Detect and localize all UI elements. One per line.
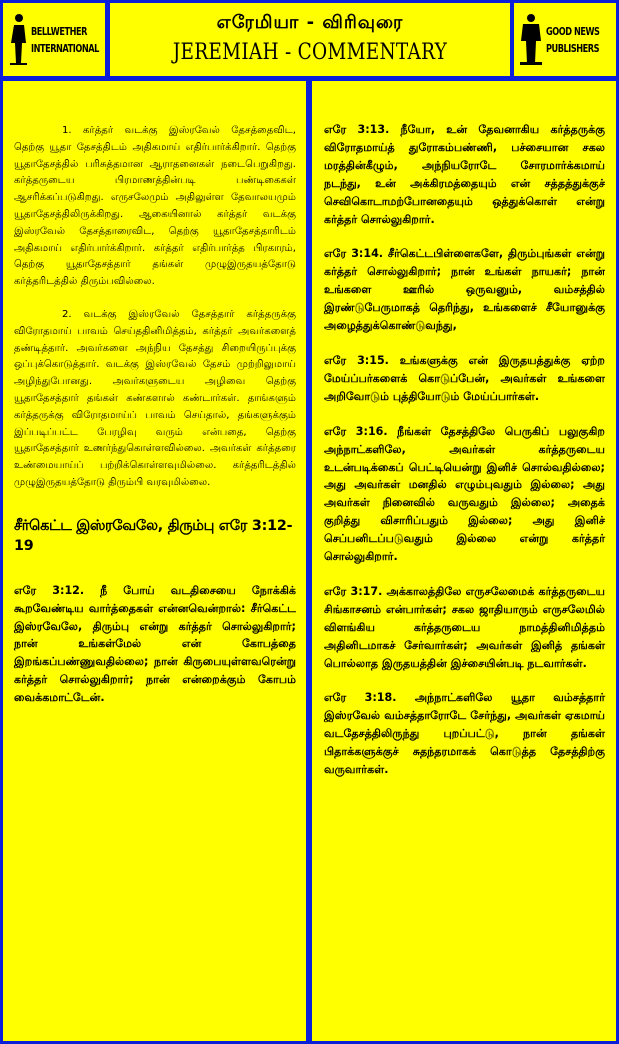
bellwether-figure-icon bbox=[8, 13, 28, 65]
verse-3-14: எரே 3:14. சீர்கெட்டபிள்ளைகளே, திரும்புங்கள் என்று கர்த்தர் சொல்லுகிறார்; நான் உங்கள் நாயகர்; நான் உங்களை ஊரில் ஒருவனும், வம்சத்தில் இரண்டுபேருமாகத் தெரிந்து, உங்களைச் சீயோனுக்கு அழைத்துக்கொண்டுவந்து, bbox=[324, 247, 605, 333]
verse-3-18: எரே 3:18. அந்நாட்களிலே யூதா வம்சத்தார் இஸ்ரவேல் வம்சத்தாரோடே சேர்ந்து, அவர்கள் ஏகமாய் வடதேசத்திலிருந்து புறப்பட்டு, நான் தங்கள் பிதாக்களுக்குச் சுதந்தரமாகக் கொடுத்த தேசத்திற்கு வருவார்கள். bbox=[324, 691, 605, 777]
commentary-paragraph-2: 2. வடக்கு இஸ்ரவேல் தேசத்தார் கர்த்தருக்கு விரோதமாய் பாவம் செய்ததினிமித்தம், கர்த்தர் அவர்களைத் தண்டித்தார். அவர்களை அந்நிய தேசத்து சிறையிருப்புக்கு ஒப்புக்கொடுத்தார். வடக்கு இஸ்ரவேல் தேசம் முற்றிலுமாய் அழிந்துபோனது. அவர்களுடைய அழிவை தெற்கு யூதாதேசத்தார் தங்கள் கண்களால் கண்டார்கள். தாங்களும் கர்த்தருக்கு விரோதமாய்ப் பாவம் செய்தால், தங்களுக்கும் இப்படிப்பட்ட பேரழிவு வரும் என்பதை, தெற்கு யூதாதேசத்தார் உணர்ந்துகொள்ளவில்லை. அவர்கள் கர்த்தரை உண்மையாய்ப் பற்றிக்கொள்ளவுமில்லை. கர்த்தரிடத்தில் முழுஇருதயத்தோடு திரும்பி வரவுமில்லை. bbox=[14, 308, 296, 488]
verse-3-16: எரே 3:16. நீங்கள் தேசத்திலே பெருகிப் பலுகுகிற அந்நாட்களிலே, அவர்கள் கர்த்தருடைய உடன்படிக்கைப் பெட்டியென்று இனிச் சொல்வதில்லை; அது அவர்கள் மனதில் எழும்புவதும் இல்லை; அது அவர்கள் நினைவில் வருவதும் இல்லை; அதைக் குறித்து விசாரிப்பதும் இல்லை; அது இனிச் செப்பனிடப்படுவதும் இல்லை என்று கர்த்தர் சொல்லுகிறார். bbox=[324, 424, 605, 564]
verse-3-17: எரே 3:17. அக்காலத்திலே எருசலேமைக் கர்த்தருடைய சிங்காசனம் என்பார்கள்; சகல ஜாதியாரும் எருசலேமில் விளங்கிய கர்த்தருடைய நாமத்தினிமித்தம் அதினிடமாகச் சேர்வார்கள்; அவர்கள் இனித் தங்கள் பொல்லாத இருதயத்தின் இச்சையின்படி நடவார்கள். bbox=[324, 584, 605, 670]
good-news-figure-icon bbox=[519, 13, 543, 65]
verse-3-13: எரே 3:13. நீயோ, உன் தேவனாகிய கர்த்தருக்கு விரோதமாய்த் துரோகம்பண்ணி, பச்சையான சகல மரத்தின்கீழும், அந்நியரோடே சோரமார்க்கமாய் நடந்து, உன் அக்கிரமத்தையும் என் சத்தத்துக்குச் செவிகொடாமற்போனதையும் ஒத்துக்கொள் என்று கர்த்தர் சொல்லுகிறார். bbox=[324, 123, 605, 226]
good-news-logo bbox=[514, 3, 616, 76]
bellwether-logo bbox=[3, 3, 105, 76]
commentary-paragraph-1: 1. கர்த்தர் வடக்கு இஸ்ரவேல் தேசத்தைவிட, தெற்கு யூதா தேசத்திடம் அதிகமாய் எதிர்பார்க்கிறார். தெற்கு யூதாதேசத்தில் பரிசுத்தமான ஆராதனைகள் நடைபெறுகிறது. கர்த்தருடைய பிரமாணத்தின்படி பண்டிகைகள் ஆசரிக்கப்படுகிறது. எருசலேமும் அதிலுள்ள தேவாலயமும் யூதாதேசத்திலிருக்கிறது. ஆகையினால் கர்த்தர் வடக்கு இஸ்ரவேல் தேசத்தாரைவிட, தெற்கு யூதாதேசத்தாரிடம் அதிகமாய் எதிர்பார்க்கிறார். கர்த்தர் எதிர்பார்த்த பிரகாரம், தெற்கு யூதாதேசத்தார் தங்கள் முழுஇருதயத்தோடு கர்த்தரிடத்தில் திரும்பவில்லை. bbox=[14, 125, 296, 288]
right-column bbox=[312, 81, 616, 1041]
left-column bbox=[3, 81, 306, 1041]
logo-left-line1: BELLWETHER bbox=[31, 26, 87, 38]
title-banner bbox=[110, 3, 510, 76]
logo-right-line1: GOOD NEWS bbox=[546, 26, 600, 38]
verse-3-12: எரே 3:12. நீ போய் வடதிசையை நோக்கிக் கூறவேண்டிய வார்த்தைகள் என்னவென்றால்: சீர்கெட்ட இஸ்ரவேலே, திரும்பு என்று கர்த்தர் சொல்லுகிறார்; நான் உங்கள்மேல் என் கோபத்தை இறங்கப்பண்ணுவதில்லை; நான் கிருபையுள்ளவரென்று கர்த்தர் சொல்லுகிறார்; நான் என்றைக்கும் கோபம் வைக்கமாட்டேன். bbox=[14, 583, 296, 705]
logo-right-line2: PUBLISHERS bbox=[546, 43, 600, 55]
logo-left-line2: INTERNATIONAL bbox=[31, 43, 99, 55]
section-heading: சீர்கெட்ட இஸ்ரவேலே, திரும்பு எரே 3:12-19 bbox=[14, 517, 293, 554]
verse-3-15: எரே 3:15. உங்களுக்கு என் இருதயத்துக்கு ஏற்ற மேய்ப்பர்களைக் கொடுப்பேன், அவர்கள் உங்களை அறிவோடும் புத்தியோடும் மேய்ப்பார்கள். bbox=[324, 353, 605, 403]
title-english: JEREMIAH - COMMENTARY bbox=[172, 40, 448, 65]
title-tamil: எரேமியா - விரிவுரை bbox=[216, 12, 404, 33]
